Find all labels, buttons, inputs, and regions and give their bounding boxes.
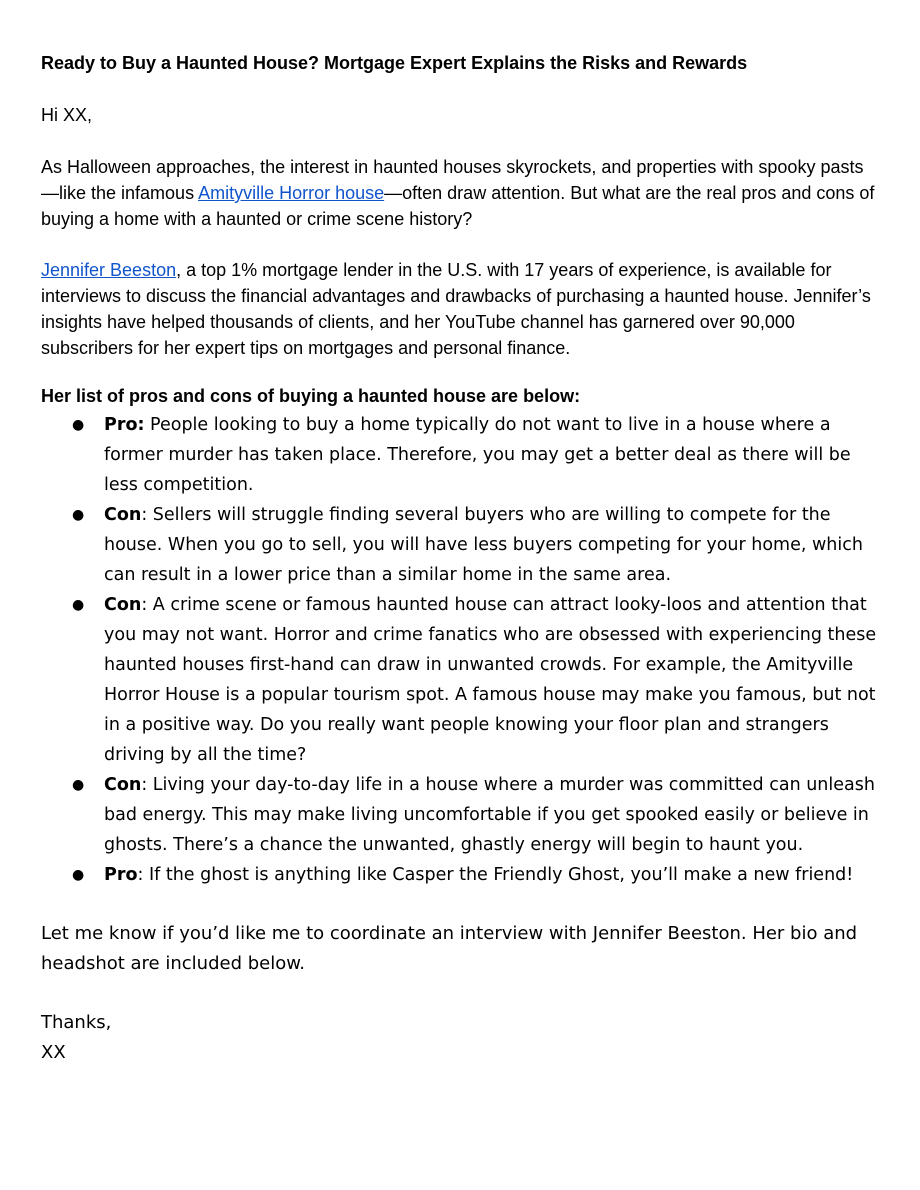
intro-paragraph [41, 154, 879, 232]
jennifer-beeston-link[interactable]: Jennifer Beeston [41, 260, 177, 280]
item-label: Con [104, 505, 142, 525]
list-item [0, 770, 880, 860]
greeting: Hi XX, [41, 105, 93, 125]
intro-text-before-link: As Halloween approaches, the interest in haunted houses skyrockets, and properties with spooky pasts—like the infamous [41, 157, 864, 203]
list-item [0, 500, 880, 590]
item-text: : A crime scene or famous haunted house can attract looky-loos and attention that you may not want. Horror and crime fanatics who are obsessed with experiencing these haunted houses first-hand can draw in unwanted crowds. For example, the Amityville Horror House is a popular tourism spot. A famous house may make you famous, but not in a positive way. Do you really want people knowing your floor plan and strangers driving by all the time? [104, 595, 877, 765]
list-item [0, 860, 880, 890]
signature: XX [41, 1042, 66, 1063]
item-label: Pro: [104, 415, 145, 435]
item-label: Pro [104, 865, 138, 885]
list-item [0, 590, 880, 770]
item-label: Con [104, 775, 142, 795]
item-text: : Living your day-to-day life in a house where a murder was committed can unleash bad energy. This may make living uncomfortable if you get spooked easily or believe in ghosts. There’s a chance the unwanted, ghastly energy will begin to haunt you. [104, 775, 875, 855]
item-text: : If the ghost is anything like Casper the Friendly Ghost, you’ll make a new friend! [137, 865, 854, 885]
signoff-block [41, 1008, 441, 1068]
bullet-icon: ● [72, 507, 85, 523]
bullet-icon: ● [72, 777, 85, 793]
bullet-icon: ● [72, 867, 85, 883]
item-text: People looking to buy a home typically do not want to live in a house where a former murder has taken place. Therefore, you may get a better deal as there will be less competition. [104, 415, 851, 495]
list-item [0, 410, 880, 500]
bullet-icon: ● [72, 597, 85, 613]
pros-cons-heading: Her list of pros and cons of buying a haunted house are below: [41, 386, 581, 406]
item-text: : Sellers will struggle finding several buyers who are willing to compete for the house. When you go to sell, you will have less buyers competing for your home, which can result in a lower price than a similar home in the same area. [104, 505, 863, 585]
amityville-horror-house-link[interactable]: Amityville Horror house [198, 183, 385, 203]
bullet-icon: ● [72, 417, 85, 433]
bio-paragraph [41, 257, 879, 361]
pros-cons-list [0, 410, 880, 890]
document-title: Ready to Buy a Haunted House? Mortgage Expert Explains the Risks and Rewards [41, 53, 748, 73]
intro-text-after-link: —often draw attention. But what are the real pros and cons of buying a home with a haunted or crime scene history? [41, 183, 875, 229]
bio-text: , a top 1% mortgage lender in the U.S. with 17 years of experience, is available for interviews to discuss the financial advantages and drawbacks of purchasing a haunted house. Jennifer’s insights have helped thousands of clients, and her YouTube channel has garnered over 90,000 subscribers for her expert tips on mortgages and personal finance. [41, 260, 871, 358]
signoff: Thanks, [41, 1012, 112, 1033]
closing-paragraph: Let me know if you’d like me to coordinate an interview with Jennifer Beeston. Her bio and headshot are included below. [41, 923, 858, 974]
item-label: Con [104, 595, 142, 615]
